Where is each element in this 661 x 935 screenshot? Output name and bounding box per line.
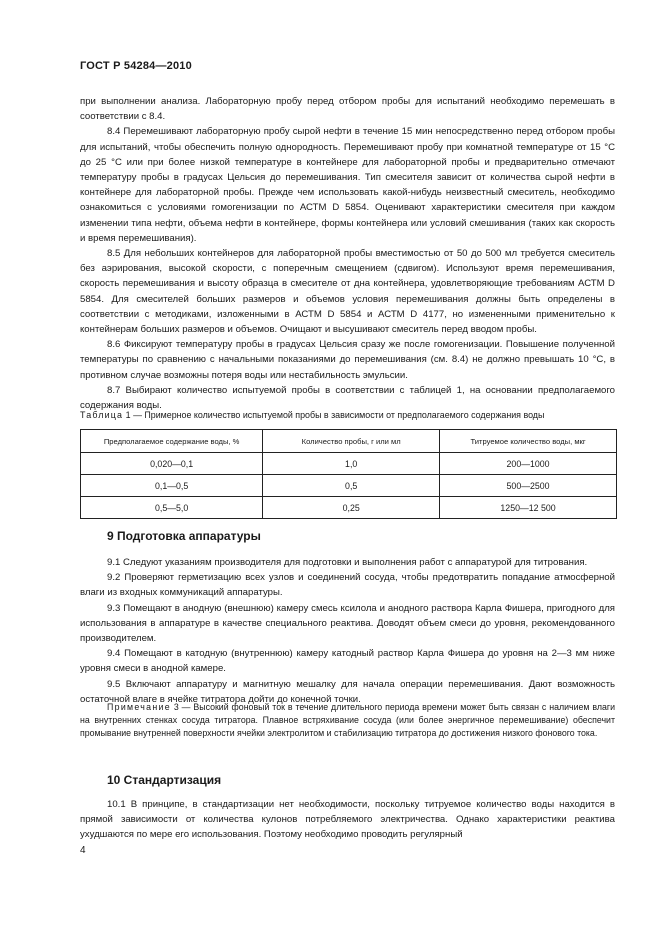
table-cell: 0,25 <box>263 497 440 519</box>
table-cell: 500—2500 <box>440 475 617 497</box>
running-header: ГОСТ Р 54284—2010 <box>80 60 192 72</box>
table-cell: 200—1000 <box>440 453 617 475</box>
table-cell: 0,1—0,5 <box>81 475 263 497</box>
page-number: 4 <box>80 845 86 856</box>
note-text: 3 — Высокий фоновый ток в течение длительного периода времени может быть связан с наличием влаги на внутренних стенках сосуда титратора. Плавное встряхивание сосуда (или более энергичное перемешивание) обеспечит промывание внутренней поверхности ячейки электролитом и стабилизацию титратора до достижения низкого фонового тока. <box>80 702 615 739</box>
section-8-body <box>80 94 615 413</box>
header-water-content: Предполагаемое содержание воды, % <box>81 430 263 453</box>
paragraph-9-2: 9.2 Проверяют герметизацию всех узлов и соединений сосуда, чтобы предотвратить попадание атмосферной влаги из входных коммуникаций аппаратуры. <box>80 572 615 599</box>
header-sample-quantity: Количество пробы, г или мл <box>263 430 440 453</box>
note-paragraph <box>80 701 615 741</box>
paragraph-8-7: 8.7 Выбирают количество испытуемой пробы в соответствии с таблицей 1, на основании предполагаемого содержания воды. <box>80 384 615 412</box>
paragraph-9-5: 9.5 Включают аппаратуру и магнитную мешалку для начала операции перемешивания. Дают возможность остаточной влаге в ячейке титратора дойти до конечной точки. <box>80 678 615 705</box>
paragraph-10-1: 10.1 В принципе, в стандартизации нет необходимости, поскольку титруемое количество воды находится в прямой зависимости от количества кулонов потребляемого электричества. Однако характеристики реактива ухудшаются по мере его использования. Поэтому необходимо проводить регулярный <box>80 799 615 841</box>
paragraph: при выполнении анализа. Лабораторную пробу перед отбором пробы для испытаний необходимо перемешать в соответствии с 8.4. <box>80 96 615 123</box>
paragraph-8-6: 8.6 Фиксируют температуру пробы в градусах Цельсия сразу же после гомогенизации. Повышение полученной температуры по сравнению с начальными показаниями до перемешивания (см. 8.4) не должно превышать 10 °С, в противном случае возможны потеря воды или нестабильность эмульсии. <box>80 339 615 381</box>
note-3 <box>80 701 615 741</box>
table-row <box>81 475 617 497</box>
paragraph-8-5: 8.5 Для небольших контейнеров для лабораторной пробы вместимостью от 50 до 500 мл требуется смеситель без аэрирования, высокой скорости, с поперечным смещением (сдвигом). Используют время перемешивания, скорость перемешивания и высоту образца в смесителе от дна контейнера, удовлетворяющие требованиям АСТМ D 5854. Для смесителей больших размеров и объемов условия перемешивания должны быть определены в соответствии с методиками, изложенными в АСТМ D 5854 и АСТМ D 4177, но измененными применительно к контейнерам больших размеров и объемов. Очищают и высушивают смеситель перед вводом пробы. <box>80 248 615 336</box>
note-label: Примечание <box>107 702 171 712</box>
section-9-title: 9 Подготовка аппаратуры <box>107 529 261 543</box>
table-caption <box>80 410 625 420</box>
table-header-row <box>81 430 617 453</box>
table-cell: 1,0 <box>263 453 440 475</box>
table-caption-text: 1 — Примерное количество испытуемой пробы в зависимости от предполагаемого содержания воды <box>123 410 545 420</box>
table-caption-label: Таблица <box>80 410 124 420</box>
paragraph-9-3: 9.3 Помещают в анодную (внешнюю) камеру смесь ксилола и анодного раствора Карла Фишера, пригодного для использования в аппаратуре в качестве специального реактива. Доводят объем смеси до уровня, рекомендованного производителем. <box>80 602 615 645</box>
table-cell: 0,5 <box>263 475 440 497</box>
table-cell: 0,5—5,0 <box>81 497 263 519</box>
section-10-title: 10 Стандартизация <box>107 773 222 787</box>
paragraph-9-4: 9.4 Помещают в катодную (внутреннюю) камеру катодный раствор Карла Фишера до уровня на 2—3 мм ниже уровня смеси в анодной камере. <box>80 648 615 675</box>
table-row <box>81 453 617 475</box>
water-content-table <box>80 429 617 519</box>
table-row <box>81 497 617 519</box>
table-cell: 0,020—0,1 <box>81 453 263 475</box>
paragraph-9-1: 9.1 Следуют указаниям производителя для подготовки и выполнения работ с аппаратурой для титрования. <box>107 557 588 568</box>
header-titrated-water: Титруемое количество воды, мкг <box>440 430 617 453</box>
table-cell: 1250—12 500 <box>440 497 617 519</box>
section-9-body <box>80 555 615 707</box>
paragraph-8-4: 8.4 Перемешивают лабораторную пробу сырой нефти в течение 15 мин непосредственно перед отбором пробы для испытаний, чтобы обеспечить полную однородность. Перемешивают пробу при комнатной температуре от 15 °С до 25 °С или при более низкой температуре в контейнере для лабораторной пробы и предварительно отмечают температуру пробы в градусах Цельсия до перемешивания. Тип смесителя зависит от количества сырой нефти в контейнере для лабораторной пробы. Прежде чем использовать какой-нибудь неизвестный смеситель, необходимо ознакомиться с условиями гомогенизации по АСТМ D 5854. Оценивают характеристики смесителя при каждом изменении типа нефти, объема нефти в контейнере, формы контейнера или условий смешивания (таких как скорость и время перемешивания). <box>80 126 615 244</box>
section-10-body <box>80 797 615 843</box>
